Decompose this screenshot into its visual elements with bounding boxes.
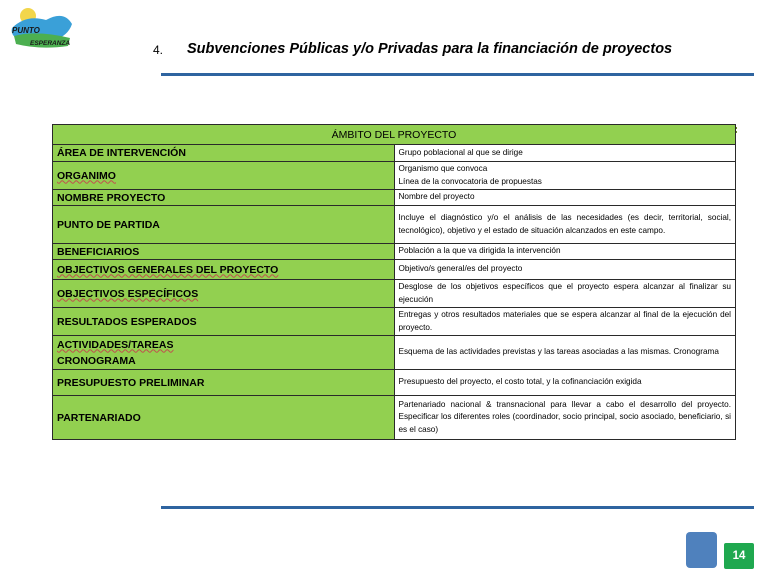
row-description-text: Desglose de los objetivos específicos que el proyecto espera alcanzar al finalizar su ejecución <box>398 282 731 304</box>
page-title: Subvenciones Públicas y/o Privadas para la financiación de proyectos <box>187 41 673 57</box>
logo-text-bottom: ESPERANZA <box>30 40 71 47</box>
row-label <box>53 308 395 336</box>
page-number: 14 <box>724 543 754 569</box>
table-header-row <box>53 125 736 145</box>
row-label-text: PRESUPUESTO PRELIMINAR <box>57 376 205 389</box>
row-description <box>394 206 736 244</box>
row-description-text: Esquema de las actividades previstas y las tareas asociadas a las mismas. Cronograma <box>398 347 719 357</box>
row-label <box>53 206 395 244</box>
row-description-text: Grupo poblacional al que se dirige <box>398 147 523 157</box>
row-description <box>394 190 736 206</box>
row-description <box>394 280 736 308</box>
row-label-text: BENEFICIARIOS <box>57 245 140 258</box>
row-label-text: NOMBRE PROYECTO <box>57 191 166 204</box>
table-row <box>53 396 736 440</box>
row-label <box>53 162 395 190</box>
punto-esperanza-logo <box>6 6 76 52</box>
row-label-text: ORGANIMO <box>57 169 116 182</box>
row-description-text: Organismo que convoca <box>398 164 488 173</box>
table-heading: ÁMBITO DEL PROYECTO <box>53 125 736 145</box>
row-label-text: RESULTADOS ESPERADOS <box>57 315 197 328</box>
table-row <box>53 308 736 336</box>
row-description <box>394 370 736 396</box>
row-description <box>394 145 736 162</box>
row-label <box>53 336 395 370</box>
row-description <box>394 396 736 440</box>
row-label <box>53 370 395 396</box>
row-description-text: Línea de la convocatoria de propuestas <box>398 176 542 186</box>
project-scope-table <box>52 124 736 440</box>
row-description <box>394 244 736 260</box>
row-label-text-secondary: CRONOGRAMA <box>57 354 136 367</box>
row-description <box>394 336 736 370</box>
table-row <box>53 336 736 370</box>
row-description <box>394 162 736 190</box>
table-row <box>53 162 736 190</box>
table-row <box>53 190 736 206</box>
footer-divider <box>161 506 754 509</box>
row-label <box>53 260 395 280</box>
logo-text-top: PUNTO <box>12 26 40 35</box>
row-description-text: Entregas y otros resultados materiales que se espera alcanzar al final de la ejecución del proyecto. <box>398 310 731 332</box>
table-row <box>53 370 736 396</box>
row-label-text: PUNTO DE PARTIDA <box>57 218 160 231</box>
logo <box>6 6 76 52</box>
row-label-text: ÁREA DE INTERVENCIÓN <box>57 147 186 159</box>
section-number: 4. <box>153 43 164 57</box>
row-description-text: Incluye el diagnóstico y/o el análisis de las necesidades (es decir, territorial, social, tecnológico), objetivo y el estado de situación alcanzados en este campo. <box>398 213 731 235</box>
row-label <box>53 280 395 308</box>
row-label <box>53 145 395 162</box>
row-description-text: Objetivo/s general/es del proyecto <box>398 264 523 274</box>
row-label-text: ACTIVIDADES/TAREAS <box>57 338 174 351</box>
table-row <box>53 260 736 280</box>
row-description-text: Presupuesto del proyecto, el costo total, y la cofinanciación exigida <box>398 377 642 387</box>
row-label <box>53 396 395 440</box>
row-label-text: OBJECTIVOS GENERALES DEL PROYECTO <box>57 263 279 276</box>
table-row <box>53 280 736 308</box>
row-label-text: OBJECTIVOS ESPECÍFICOS <box>57 287 199 300</box>
row-description-text: Partenariado nacional & transnacional para llevar a cabo el desarrollo del proyecto. Especificar los diferentes roles (coordinador, socio principal, socio asociado, beneficiario, si es el caso) <box>398 399 731 434</box>
table-row <box>53 206 736 244</box>
table-row <box>53 244 736 260</box>
row-label-text: PARTENARIADO <box>57 411 141 424</box>
title-divider <box>161 73 754 76</box>
row-description-text: Población a la que va dirigida la intervención <box>398 246 561 256</box>
page-tab <box>686 532 717 568</box>
row-label <box>53 190 395 206</box>
row-label <box>53 244 395 260</box>
row-description <box>394 308 736 336</box>
row-description <box>394 260 736 280</box>
row-description-text: Nombre del proyecto <box>398 192 475 202</box>
table-row <box>53 145 736 162</box>
